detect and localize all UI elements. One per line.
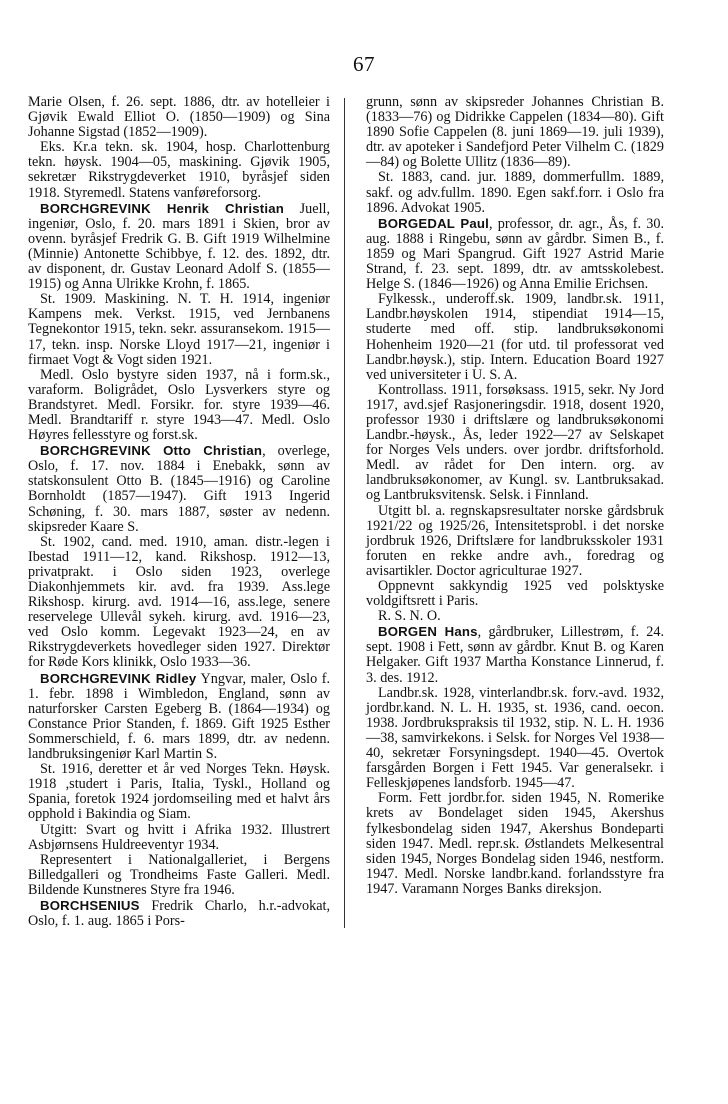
- entry-name: BORGEDAL Paul: [378, 215, 490, 231]
- text-paragraph: [28, 140, 330, 200]
- paragraph-text: , gårdbruker, Lillestrøm, f. 24. sept. 1908 i Fett, sønn av gårdbr. Knut B. og Karen Helgaker. Gift 1937 Martha Konstance Linnerud, f. 3. des. 1912.: [366, 624, 664, 686]
- paragraph-text: , overlege, Oslo, f. 17. nov. 1884 i Enebakk, sønn av statskonsulent Otto B. (1845—1916) og Caroline Bornholdt (1857—1947). Gift 1913 Ingerid Schøning, f. 30. mars 1887, søster av nedenn. skipsreder Kaare S.: [28, 443, 331, 535]
- biography-entry: [366, 216, 664, 292]
- paragraph-text: St. 1916, deretter et år ved Norges Tekn. Høysk. 1918 ,studert i Paris, Italia, Tyskl., Holland og Spania, foretok 1924 jordomseiling med et halvt års opphold i Bakindia og Siam.: [28, 761, 330, 823]
- paragraph-text: Utgitt: Svart og hvitt i Afrika 1932. Illustrert Asbjørnsens Huldreeventyr 1934.: [28, 821, 330, 853]
- text-paragraph: [366, 579, 664, 609]
- entry-name: BORCHGREVINK Ridley: [40, 670, 197, 686]
- text-paragraph: [28, 823, 330, 853]
- text-paragraph: [28, 762, 330, 822]
- text-paragraph: [28, 853, 330, 898]
- text-paragraph: [28, 95, 330, 140]
- paragraph-text: Representert i Nationalgalleriet, i Bergens Billedgalleri og Trondheims Faste Galleri. Medl. Bildende Kunstneres Styre fra 1946.: [28, 851, 330, 898]
- paragraph-text: Utgitt bl. a. regnskapsresultater norske gårdsbruk 1921/22 og 1925/26, Intensitetsprobl. i det norske jordbruk 1926, Driftslære for landbruksskoler 1931 foruten en rekke andre avh., foredrag og avisartikler. Doctor agriculturae 1927.: [366, 502, 664, 579]
- paragraph-text: Form. Fett jordbr.for. siden 1945, N. Romerike krets av Bondelaget siden 1945, Akershus fylkesbondelag siden 1947, Akershus Bondeparti siden 1947. Medl. repr.sk. Østlandets Melkesentral siden 1945, Norges Bondelag siden 1946, nestform. 1947. Medl. Norske landbr.kand. forlandsstyre fra 1947. Varamann Norges Banks direksjon.: [366, 790, 664, 897]
- paragraph-text: Medl. Oslo bystyre siden 1937, nå i form.sk., varaform. Boligrådet, Oslo Lysverkers styre og Brandstyret. Medl. Forsikr. for. styre 1939—46. Medl. Brandtariff r. styre 1943—47. Medl. Oslo Høyres fellesstyre og forst.sk.: [28, 366, 330, 444]
- biography-entry: [28, 443, 330, 535]
- text-paragraph: [366, 609, 664, 624]
- left-column: [28, 95, 330, 929]
- paragraph-text: R. S. N. O.: [378, 608, 441, 625]
- paragraph-text: Oppnevnt sakkyndig 1925 ved polsktyske voldgiftsrett i Paris.: [366, 578, 664, 610]
- paragraph-text: Marie Olsen, f. 26. sept. 1886, dtr. av hotelleier i Gjøvik Ewald Elliot O. (1850—1909) og Sina Johanne Sigstad (1852—1909).: [28, 94, 330, 141]
- right-column: [366, 95, 664, 897]
- entry-name: BORCHGREVINK Henrik Christian: [40, 200, 284, 216]
- entry-name: BORCHGREVINK Otto Christian: [40, 443, 263, 459]
- text-paragraph: [28, 535, 330, 671]
- paragraph-text: Kontrollass. 1911, forsøksass. 1915, sekr. Ny Jord 1917, avd.sjef Rasjoneringsdir. 1918, dosent 1920, professor 1930 i driftslære og landbruksøkonomi Landbr.-høysk., Ås, leder 1922—27 av Selskapet for Norges Vels unders. over jordbr. driftsforhold. Medl. av rådet for Den intern. org. av landbruksøkonomer, av Kungl. sv. Lantbruksakad. og Lantbruksvitensk. Selsk. i Finnland.: [366, 381, 664, 504]
- text-paragraph: [28, 368, 330, 443]
- paragraph-text: Landbr.sk. 1928, vinterlandbr.sk. forv.-avd. 1932, jordbr.kand. N. L. H. 1935, st. 1936, cand. oecon. 1938. Jordbrukspraksis til 1932, stip. N. L. H. 1936—38, samvirkekons. i Selsk. for Norges Vel 1938—40, sekretær Forsyningsdept. 1940—45. Overtok farsgården Borgen i Fett 1945. Var generalsekr. i Felleskjøpenes landsforb. 1945—47.: [366, 684, 664, 792]
- paragraph-text: grunn, sønn av skipsreder Johannes Christian B. (1833—76) og Didrikke Cappelen (1834—80). Gift 1890 Sofie Cappelen (8. juni 1869—19. juli 1939), dtr. av apoteker i Sandefjord Peter Vilhelm C. (1829—84) og Bolette Ullitz (1836—89).: [366, 94, 664, 171]
- entry-name: BORGEN Hans: [378, 624, 478, 640]
- paragraph-text: Fylkessk., underoff.sk. 1909, landbr.sk. 1911, Landbr.høyskolen 1914, stipendiat 1914—15, studerte med off. stip. landbruksøkonomi Hohenheim 1920—21 (for utd. til professorat ved Landbr.høysk.), stip. Intern. Education Board 1927 ved universiteter i U. S. A.: [366, 291, 664, 383]
- text-paragraph: [366, 292, 664, 383]
- text-paragraph: [366, 95, 664, 170]
- paragraph-text: Fredrik Charlo, h.r.-advokat, Oslo, f. 1. aug. 1865 i Pors-: [28, 897, 330, 930]
- text-paragraph: [366, 686, 664, 792]
- page-number: 67: [353, 52, 375, 76]
- biography-entry: [366, 624, 664, 685]
- paragraph-text: St. 1902, cand. med. 1910, aman. distr.-legen i Ibestad 1911—12, kand. Rikshosp. 1912—13, privatprakt. i Oslo siden 1923, overlege Diakonhjemmets kir. avd. fra 1939. Ass.lege Rikshosp. kirurg. avd. 1914—16, ass.lege, senere reservelege Ullevål sykeh. kirurg. avd. 1916—23, ved Oslo komm. Legevakt 1923—24, en av Rikstrygdeverkets hovedleger siden 1927. Direktør for Røde Kors klinikk, Oslo 1933—36.: [28, 533, 330, 671]
- paragraph-text: St. 1909. Maskining. N. T. H. 1914, ingeniør Kampens mek. Verkst. 1915, ved Jernbanens Tegnekontor 1915, tekn. sekr. assuransekom. 1915—17, tekn. insp. Norske Lloyd 1917—21, ingeniør i firmaet Vogt & Vogt siden 1921.: [28, 291, 330, 368]
- biography-entry: [28, 201, 330, 293]
- paragraph-text: , professor, dr. agr., Ås, f. 30. aug. 1888 i Ringebu, sønn av gårdbr. Simen B., f. 1859 og Mari Spangrud. Gift 1927 Astrid Marie Strand, f. 23. sept. 1899, dtr. av amtsskolebest. Helge S. (1846—1926) og Anna Emilie Erichsen.: [366, 215, 664, 293]
- biography-entry: [28, 898, 330, 929]
- column-divider: [344, 98, 345, 928]
- paragraph-text: Juell, ingeniør, Oslo, f. 20. mars 1891 i Skien, bror av ovenn. byråsjef Fredrik G. B. Gift 1919 Wilhelmine (Minnie) Antonette Schibbye, f. 12. des. 1892, dtr. av disponent, dr. Gustav Leonard Adolf S. (1855—1915) og Anna Ulrikke Krohn, f. 1865.: [28, 200, 331, 293]
- paragraph-text: Yngvar, maler, Oslo f. 1. febr. 1898 i Wimbledon, England, sønn av naturforsker Carsten Egeberg B. (1864—1934) og Constance Prior Standen, f. 1869. Gift 1925 Esther Sommerschield, f. 6. mars 1899, dtr. av nedenn. landbruksingeniør Karl Martin S.: [28, 670, 330, 763]
- text-paragraph: [366, 383, 664, 504]
- paragraph-text: St. 1883, cand. jur. 1889, dommerfullm. 1889, sakf. og adv.fullm. 1890. Egen sakf.forr. i Oslo fra 1896. Advokat 1905.: [366, 169, 664, 216]
- entry-name: BORCHSENIUS: [40, 897, 140, 913]
- text-paragraph: [366, 170, 664, 215]
- biography-entry: [28, 671, 330, 763]
- paragraph-text: Eks. Kr.a tekn. sk. 1904, hosp. Charlottenburg tekn. høysk. 1904—05, maskining. Gjøvik 1905, sekretær Rikstrygdeverket 1910, byråsjef siden 1918. Styremedl. Statens vanføreforsorg.: [28, 139, 330, 201]
- text-paragraph: [366, 791, 664, 897]
- text-paragraph: [366, 504, 664, 579]
- text-paragraph: [28, 292, 330, 367]
